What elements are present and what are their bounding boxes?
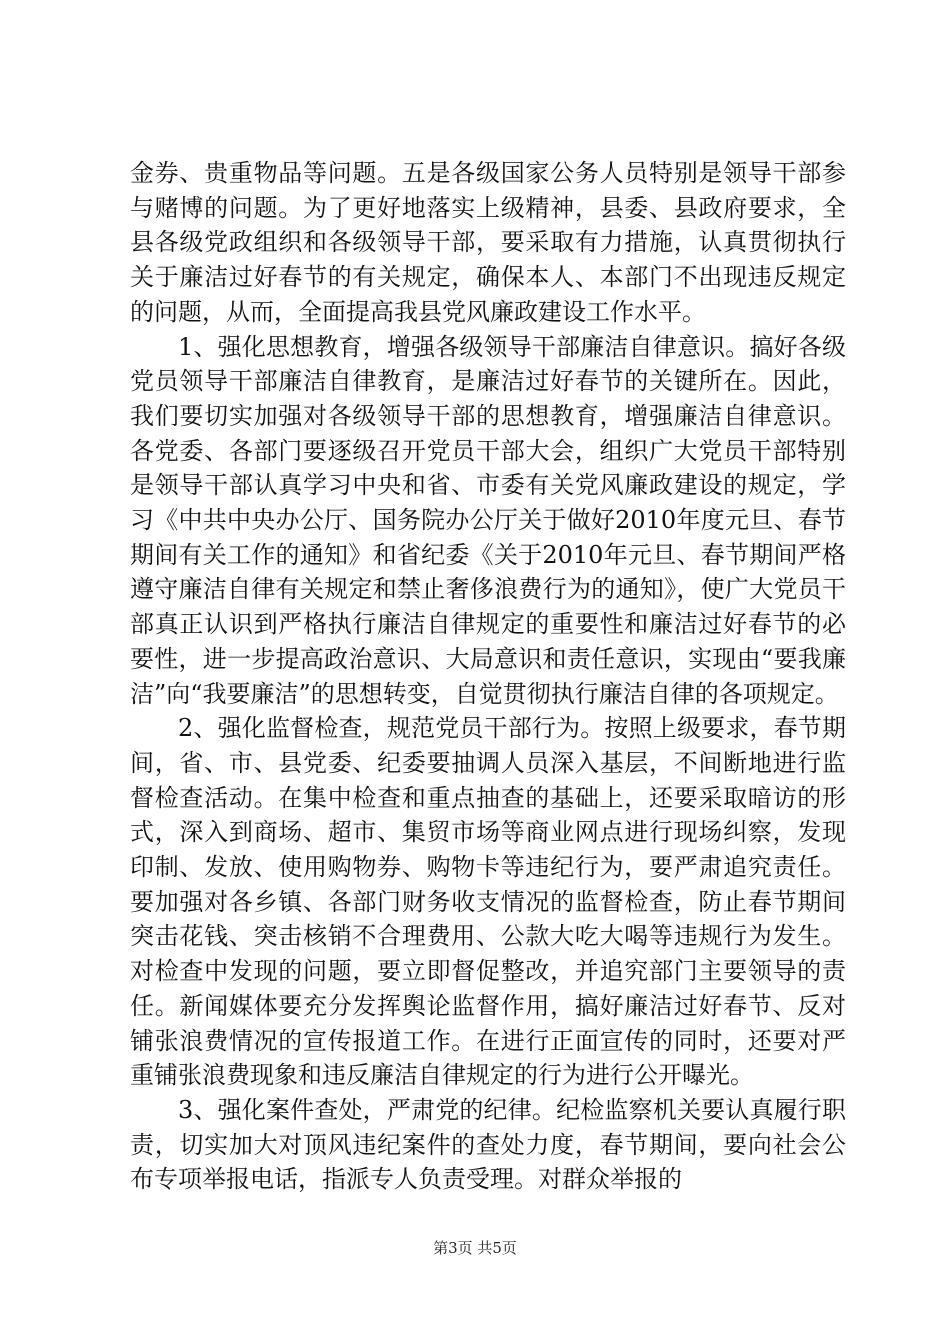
paragraph-item-2: 2、强化监督检查，规范党员干部行为。按照上级要求，春节期间，省、市、县党委、纪委要抽调人员深入基层，不间断地进行监督检查活动。在集中检查和重点抽查的基础上，还要采取暗访的形式，深入到商场、超市、集贸市场等商业网点进行现场纠察，发现印制、发放、使用购物券、购物卡等违纪行为，要严肃追究责任。要加强对各乡镇、各部门财务收支情况的监督检查，防止春节期间突击花钱、突击核销不合理费用、公款大吃大喝等违规行为发生。对检查中发现的问题，要立即督促整改，并追究部门主要领导的责任。新闻媒体要充分发挥舆论监督作用，搞好廉洁过好春节、反对铺张浪费情况的宣传报道工作。在进行正面宣传的同时，还要对严重铺张浪费现象和违反廉洁自律规定的行为进行公开曝光。 — [130, 714, 846, 1090]
paragraph-item-1: 1、强化思想教育，增强各级领导干部廉洁自律意识。搞好各级党员领导干部廉洁自律教育，是廉洁过好春节的关键所在。因此，我们要切实加强对各级领导干部的思想教育，增强廉洁自律意识。各党委、各部门要逐级召开党员干部大会，组织广大党员干部特别是领导干部认真学习中央和省、市委有关党风廉政建设的规定，学习《中共中央办公厅、国务院办公厅关于做好2010年度元旦、春节期间有关工作的通知》和省纪委《关于2010年元旦、春节期间严格遵守廉洁自律有关规定和禁止奢侈浪费行为的通知》，使广大党员干部真正认识到严格执行廉洁自律规定的重要性和廉洁过好春节的必要性，进一步提高政治意识、大局意识和责任意识，实现由“要我廉洁”向“我要廉洁”的思想转变，自觉贯彻执行廉洁自律的各项规定。 — [130, 332, 846, 708]
paragraph-continuation: 金券、贵重物品等问题。五是各级国家公务人员特别是领导干部参与赌博的问题。为了更好地落实上级精神，县委、县政府要求，全县各级党政组织和各级领导干部，要采取有力措施，认真贯彻执行关于廉洁过好春节的有关规定，确保本人、本部门不出现违反规定的问题，从而，全面提高我县党风廉政建设工作水平。 — [130, 159, 846, 326]
paragraph-item-3: 3、强化案件查处，严肃党的纪律。纪检监察机关要认真履行职责，切实加大对顶风违纪案件的查处力度，春节期间，要向社会公布专项举报电话，指派专人负责受理。对群众举报的 — [130, 1095, 846, 1194]
document-body — [130, 156, 846, 1197]
page-footer: 第3页 共5页 — [433, 1239, 517, 1257]
